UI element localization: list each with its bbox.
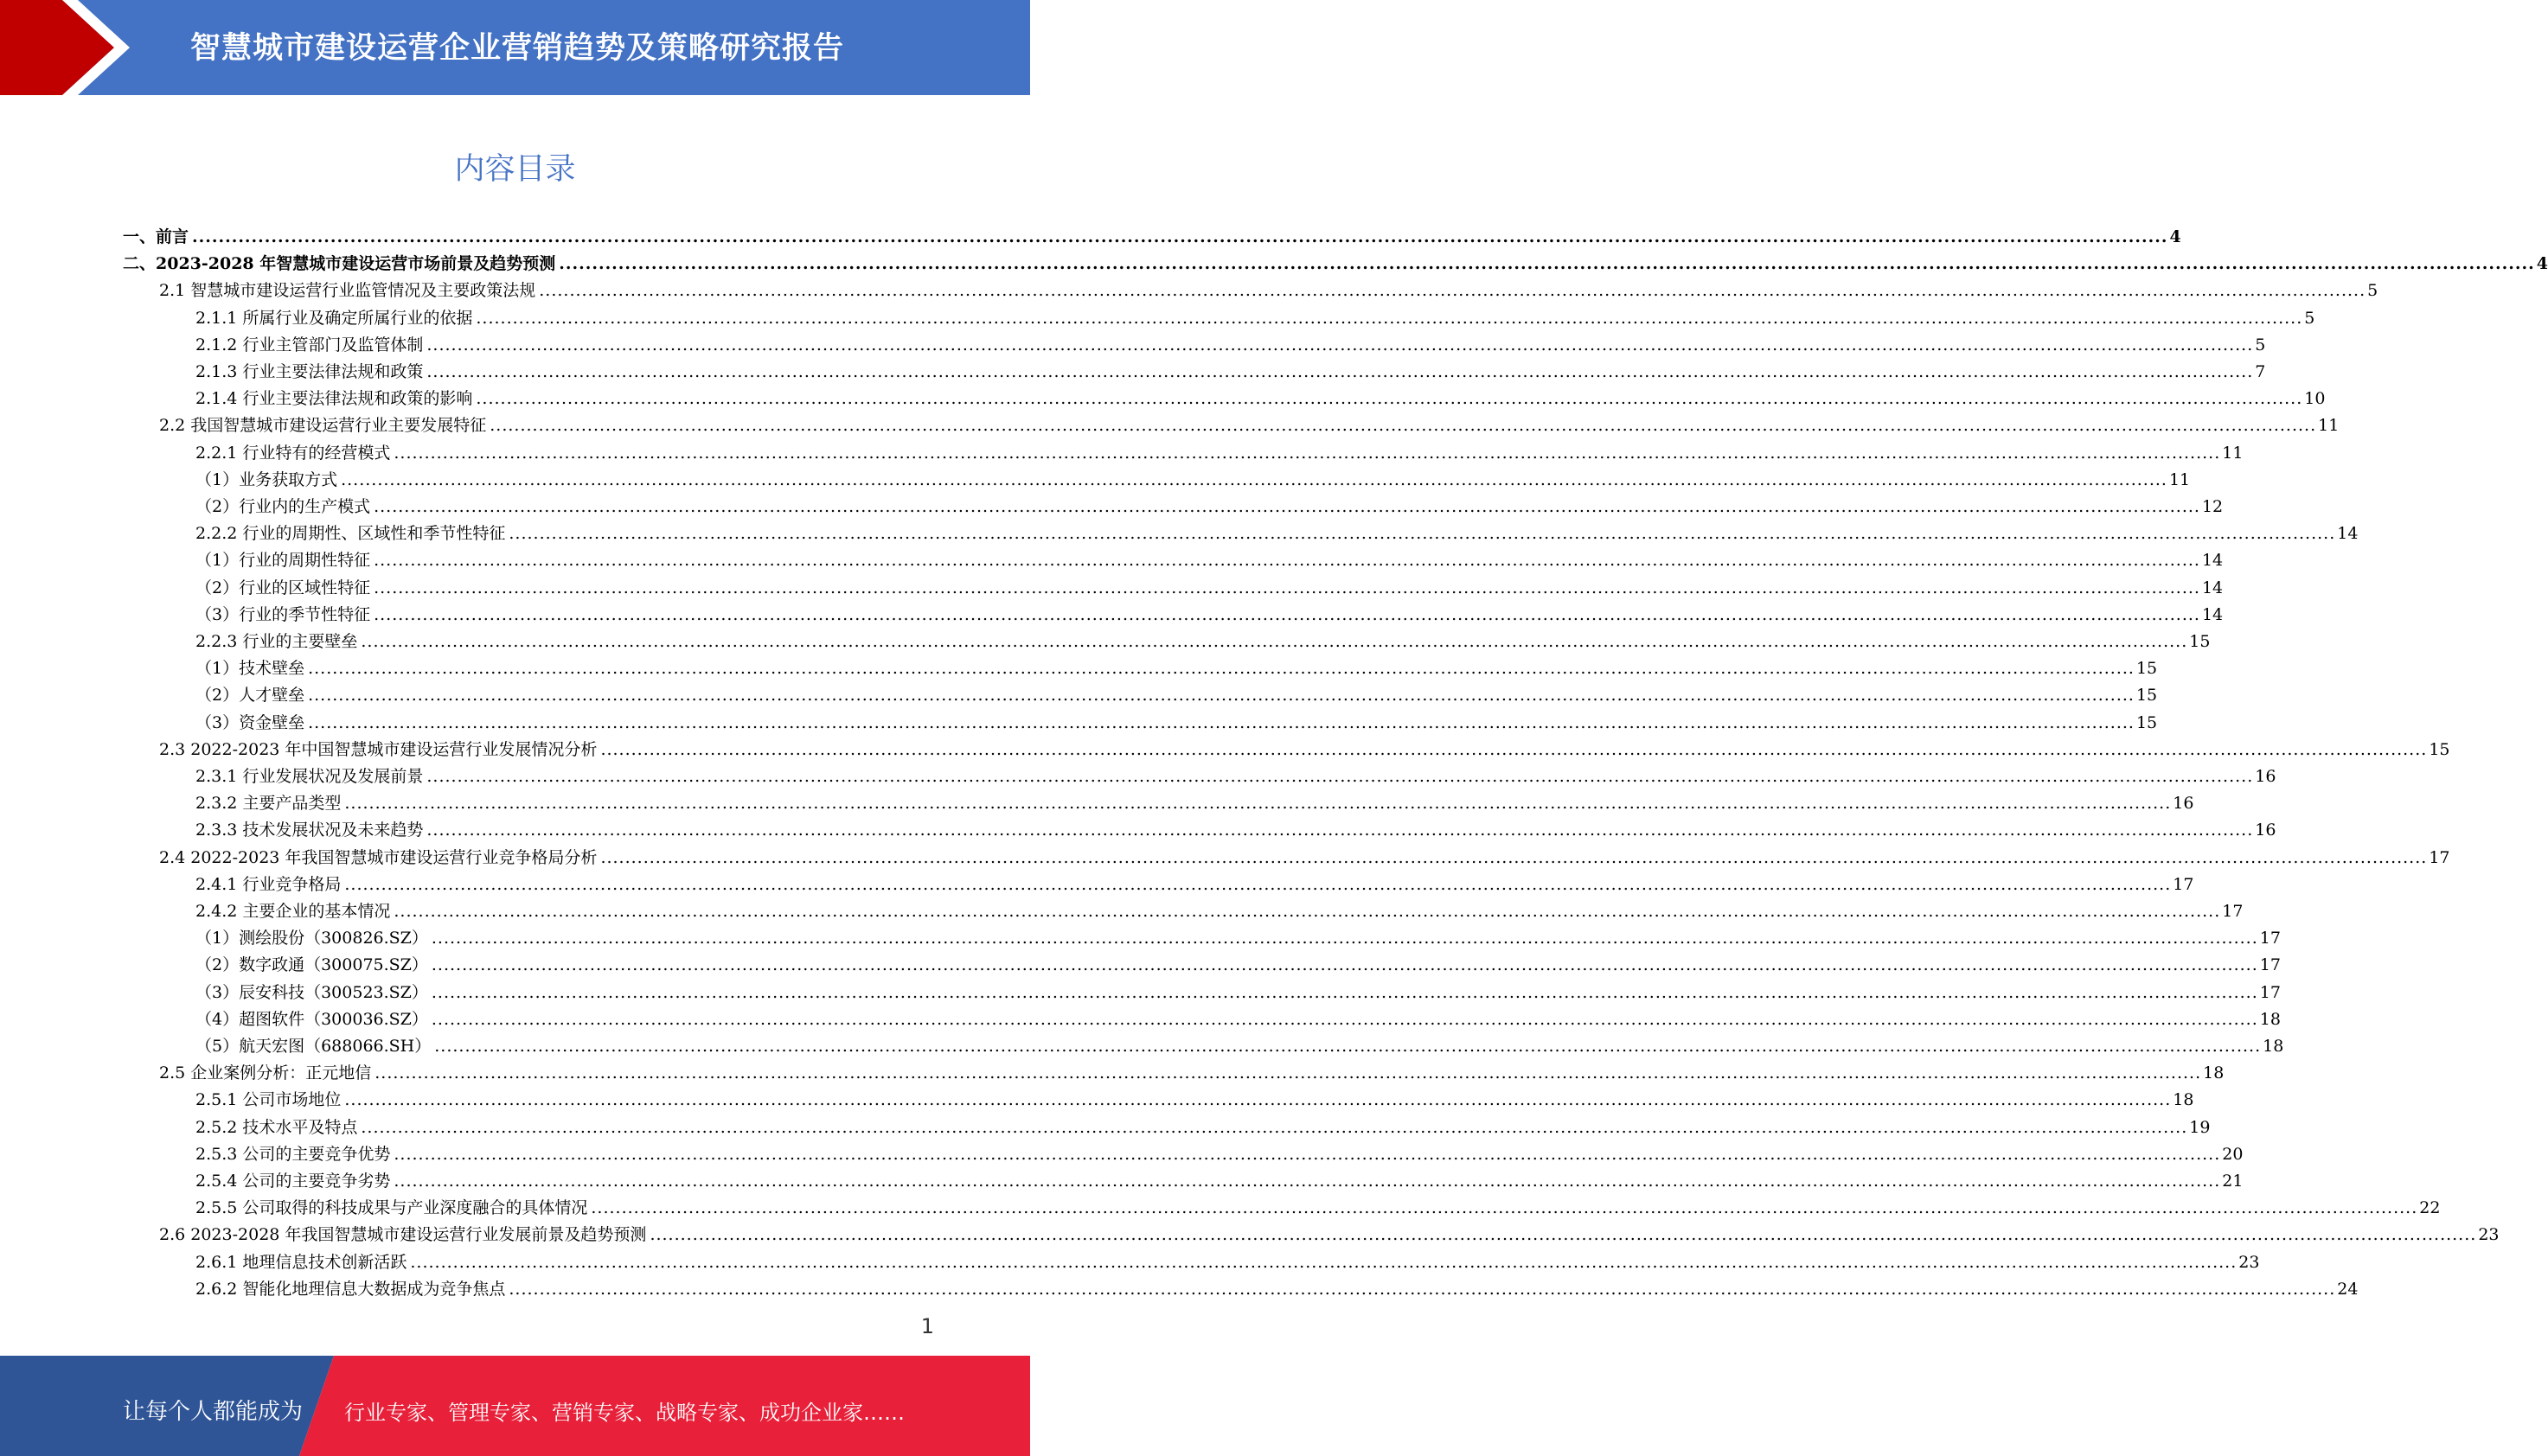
footer-slogan-right: 行业专家、管理专家、营销专家、战略专家、成功企业家…… <box>344 1401 905 1425</box>
toc-entry[interactable] <box>195 437 2244 463</box>
toc-leader-dots: ............................................................................................................................................................................................................................................................................................................ <box>591 1198 2418 1218</box>
toc-entry[interactable] <box>195 1111 2211 1137</box>
toc-leader-dots: ............................................................................................................................................................................................................................................................................................................ <box>426 362 2254 381</box>
toc-entry-page: 21 <box>2222 1172 2244 1191</box>
toc-entry-page: 5 <box>2304 308 2315 328</box>
toc-leader-dots: ............................................................................................................................................................................................................................................................................................................ <box>509 524 2336 544</box>
toc-entry[interactable] <box>195 652 2158 679</box>
toc-entry-page: 15 <box>2135 686 2158 706</box>
toc-entry-label: 2.5 企业案例分析：正元地信 <box>159 1063 372 1083</box>
toc-entry-label: 2.2.2 行业的周期性、区域性和季节性特征 <box>195 524 506 544</box>
toc-leader-dots: ............................................................................................................................................................................................................................................................................................................ <box>344 874 2172 894</box>
toc-entry-label: 2.1.1 所属行业及确定所属行业的依据 <box>195 308 473 328</box>
toc-entry-page: 16 <box>2255 821 2276 840</box>
toc-entry[interactable] <box>159 841 2450 867</box>
toc-leader-dots: ............................................................................................................................................................................................................................................................................................................ <box>431 982 2258 1002</box>
toc-entry-page: 14 <box>2201 604 2224 624</box>
toc-leader-dots: ............................................................................................................................................................................................................................................................................................................ <box>394 1172 2221 1191</box>
toc-entry[interactable] <box>195 760 2276 786</box>
toc-leader-dots: ............................................................................................................................................................................................................................................................................................................ <box>600 847 2428 867</box>
toc-entry-page: 17 <box>2259 982 2281 1002</box>
toc-entry-page: 18 <box>2173 1090 2194 1110</box>
toc-entry[interactable] <box>195 572 2224 597</box>
toc-entry-label: （1）测绘股份（300826.SZ） <box>195 929 428 948</box>
toc-entry[interactable] <box>159 274 2378 301</box>
toc-entry-label: （1）技术壁垒 <box>195 659 305 679</box>
toc-entry[interactable] <box>195 1030 2284 1056</box>
toc-entry-page: 14 <box>2201 551 2224 571</box>
toc-entry-page: 16 <box>2173 794 2194 814</box>
toc-entry-label: 2.4 2022-2023 年我国智慧城市建设运营行业竞争格局分析 <box>159 847 598 867</box>
toc-entry-page: 17 <box>2222 902 2244 921</box>
toc-entry-label: （3）辰安科技（300523.SZ） <box>195 982 428 1002</box>
toc-leader-dots: ............................................................................................................................................................................................................................................................................................................ <box>361 632 2188 651</box>
toc-entry[interactable] <box>195 382 2326 409</box>
toc-entry-label: （4）超图软件（300036.SZ） <box>195 1009 428 1029</box>
toc-leader-dots: ............................................................................................................................................................................................................................................................................................................ <box>394 1144 2221 1164</box>
toc-leader-dots: ............................................................................................................................................................................................................................................................................................................ <box>476 389 2303 409</box>
toc-entry-page: 4 <box>2169 227 2181 246</box>
toc-entry-page: 22 <box>2419 1198 2441 1218</box>
toc-entry-page: 17 <box>2259 955 2281 975</box>
toc-entry-page: 16 <box>2255 767 2276 786</box>
toc-entry-page: 11 <box>2168 469 2191 489</box>
toc-entry[interactable] <box>123 247 2548 274</box>
toc-entry[interactable] <box>195 302 2315 328</box>
toc-leader-dots: ............................................................................................................................................................................................................................................................................................................ <box>308 686 2135 706</box>
toc-leader-dots: ............................................................................................................................................................................................................................................................................................................ <box>375 1063 2202 1083</box>
toc-entry-page: 15 <box>2135 712 2158 732</box>
toc-leader-dots: ............................................................................................................................................................................................................................................................................................................ <box>559 254 2535 274</box>
toc-leader-dots: ............................................................................................................................................................................................................................................................................................................ <box>341 469 2167 489</box>
toc-leader-dots: ............................................................................................................................................................................................................................................................................................................ <box>490 416 2317 436</box>
toc-entry-label: 2.1.3 行业主要法律法规和政策 <box>195 362 424 381</box>
toc-entry-label: 2.1 智慧城市建设运营行业监管情况及主要政策法规 <box>159 281 536 301</box>
toc-entry-label: 一、前言 <box>123 227 189 246</box>
toc-entry[interactable] <box>195 706 2158 732</box>
toc-leader-dots: ............................................................................................................................................................................................................................................................................................................ <box>374 497 2200 516</box>
toc-entry[interactable] <box>195 1191 2441 1218</box>
toc-entry-page: 15 <box>2429 739 2450 759</box>
toc-leader-dots: ............................................................................................................................................................................................................................................................................................................ <box>374 604 2200 624</box>
toc-entry[interactable] <box>195 329 2266 354</box>
toc-entry[interactable] <box>195 1273 2359 1299</box>
toc-entry-page: 11 <box>2318 416 2340 436</box>
toc-entry-page: 17 <box>2259 929 2281 948</box>
toc-leader-dots: ............................................................................................................................................................................................................................................................................................................ <box>394 902 2221 921</box>
toc-entry-label: 2.6.1 地理信息技术创新活跃 <box>195 1252 407 1272</box>
toc-leader-dots: ............................................................................................................................................................................................................................................................................................................ <box>192 227 2168 246</box>
toc-leader-dots: ............................................................................................................................................................................................................................................................................................................ <box>361 1117 2188 1137</box>
header-chevron-decoration <box>0 0 173 95</box>
toc-entry[interactable] <box>195 490 2224 516</box>
toc-entry-page: 17 <box>2429 847 2450 867</box>
toc-entry[interactable] <box>195 1003 2281 1029</box>
toc-entry-label: （3）行业的季节性特征 <box>195 604 371 624</box>
toc-entry-page: 15 <box>2135 659 2158 679</box>
toc-leader-dots: ............................................................................................................................................................................................................................................................................................................ <box>476 308 2303 328</box>
toc-heading: 内容目录 <box>454 152 576 187</box>
toc-entry[interactable] <box>195 895 2244 921</box>
toc-leader-dots: ............................................................................................................................................................................................................................................................................................................ <box>426 335 2254 354</box>
toc-entry-label: 2.5.2 技术水平及特点 <box>195 1117 358 1137</box>
toc-entry-page: 14 <box>2337 524 2359 544</box>
page-footer <box>0 1356 1030 1456</box>
toc-entry[interactable] <box>195 1165 2244 1191</box>
toc-leader-dots: ............................................................................................................................................................................................................................................................................................................ <box>539 281 2366 301</box>
toc-entry-label: 二、2023-2028 年智慧城市建设运营市场前景及趋势预测 <box>123 254 556 274</box>
toc-entry[interactable] <box>195 625 2211 651</box>
toc-entry-label: 2.4.2 主要企业的基本情况 <box>195 902 391 921</box>
toc-entry[interactable] <box>195 1246 2260 1272</box>
toc-entry-label: 2.5.4 公司的主要竞争劣势 <box>195 1172 391 1191</box>
page-number: 1 <box>920 1314 934 1338</box>
toc-entry-page: 11 <box>2222 443 2244 463</box>
toc-entry[interactable] <box>195 787 2194 814</box>
toc-entry[interactable] <box>195 948 2281 975</box>
toc-leader-dots: ............................................................................................................................................................................................................................................................................................................ <box>426 821 2254 840</box>
toc-entry[interactable] <box>159 733 2450 759</box>
toc-entry-page: 18 <box>2203 1063 2225 1083</box>
toc-leader-dots: ............................................................................................................................................................................................................................................................................................................ <box>344 794 2172 814</box>
toc-entry[interactable] <box>123 220 2181 246</box>
toc-leader-dots: ............................................................................................................................................................................................................................................................................................................ <box>374 551 2200 571</box>
toc-entry-label: （2）数字政通（300075.SZ） <box>195 955 428 975</box>
toc-leader-dots: ............................................................................................................................................................................................................................................................................................................ <box>374 578 2200 597</box>
toc-entry-page: 18 <box>2259 1009 2281 1029</box>
toc-entry-label: 2.5.1 公司市场地位 <box>195 1090 342 1110</box>
toc-entry-label: （2）行业的区域性特征 <box>195 578 371 597</box>
toc-leader-dots: ............................................................................................................................................................................................................................................................................................................ <box>344 1090 2172 1110</box>
toc-entry[interactable] <box>195 355 2266 381</box>
toc-entry[interactable] <box>159 1218 2500 1245</box>
toc-leader-dots: ............................................................................................................................................................................................................................................................................................................ <box>509 1279 2336 1299</box>
toc-entry-label: 2.2.1 行业特有的经营模式 <box>195 443 391 463</box>
toc-entry-page: 14 <box>2201 578 2224 597</box>
toc-entry-label: 2.2 我国智慧城市建设运营行业主要发展特征 <box>159 416 487 436</box>
toc-leader-dots: ............................................................................................................................................................................................................................................................................................................ <box>394 443 2221 463</box>
toc-entry-label: 2.3.1 行业发展状况及发展前景 <box>195 767 424 786</box>
toc-leader-dots: ............................................................................................................................................................................................................................................................................................................ <box>308 659 2135 679</box>
toc-entry[interactable] <box>195 517 2359 544</box>
toc-entry[interactable] <box>195 598 2224 624</box>
toc-leader-dots: ............................................................................................................................................................................................................................................................................................................ <box>308 712 2135 732</box>
toc-entry-page: 17 <box>2173 874 2194 894</box>
toc-leader-dots: ............................................................................................................................................................................................................................................................................................................ <box>431 955 2258 975</box>
toc-leader-dots: ............................................................................................................................................................................................................................................................................................................ <box>434 1037 2262 1056</box>
toc-entry[interactable] <box>195 814 2276 840</box>
toc-entry-label: 2.4.1 行业竞争格局 <box>195 874 342 894</box>
toc-entry-page: 7 <box>2255 362 2266 381</box>
toc-leader-dots: ............................................................................................................................................................................................................................................................................................................ <box>650 1225 2477 1245</box>
footer-slogan-left: 让每个人都能成为 <box>123 1399 304 1425</box>
toc-entry[interactable] <box>195 1138 2244 1164</box>
toc-entry-label: 2.1.4 行业主要法律法规和政策的影响 <box>195 389 473 409</box>
toc-entry-label: 2.6 2023-2028 年我国智慧城市建设运营行业发展前景及趋势预测 <box>159 1225 647 1245</box>
toc-entry-label: （1）行业的周期性特征 <box>195 551 371 571</box>
toc-entry[interactable] <box>195 1083 2194 1110</box>
toc-leader-dots: ............................................................................................................................................................................................................................................................................................................ <box>431 929 2258 948</box>
toc-entry-page: 5 <box>2367 281 2378 301</box>
toc-entry-label: （3）资金壁垒 <box>195 712 305 732</box>
toc-entry[interactable] <box>159 409 2340 436</box>
toc-entry-page: 15 <box>2189 632 2211 651</box>
toc-entry-label: 2.1.2 行业主管部门及监管体制 <box>195 335 424 354</box>
toc-entry-page: 18 <box>2263 1037 2284 1056</box>
toc-entry-page: 5 <box>2255 335 2266 354</box>
toc-leader-dots: ............................................................................................................................................................................................................................................................................................................ <box>426 767 2254 786</box>
toc-entry[interactable] <box>195 976 2281 1002</box>
toc-entry-label: （5）航天宏图（688066.SH） <box>195 1037 432 1056</box>
toc-entry[interactable] <box>195 463 2191 489</box>
toc-entry-label: 2.2.3 行业的主要壁垒 <box>195 632 358 651</box>
toc-entry-label: （2）行业内的生产模式 <box>195 497 371 516</box>
toc-entry-page: 19 <box>2189 1117 2211 1137</box>
report-title: 智慧城市建设运营企业营销趋势及策略研究报告 <box>190 31 845 66</box>
toc-entry-label: （2）人才壁垒 <box>195 686 305 706</box>
toc-entry-label: 2.5.5 公司取得的科技成果与产业深度融合的具体情况 <box>195 1198 588 1218</box>
toc-entry-label: 2.3 2022-2023 年中国智慧城市建设运营行业发展情况分析 <box>159 739 598 759</box>
toc-entry-label: 2.3.2 主要产品类型 <box>195 794 342 814</box>
toc-entry-label: （1）业务获取方式 <box>195 469 338 489</box>
toc-entry[interactable] <box>159 1057 2225 1083</box>
toc-entry[interactable] <box>195 679 2158 706</box>
page-header <box>0 0 1030 95</box>
toc-entry[interactable] <box>195 922 2281 948</box>
toc-entry-label: 2.6.2 智能化地理信息大数据成为竞争焦点 <box>195 1279 506 1299</box>
toc-entry-page: 10 <box>2304 389 2326 409</box>
toc-entry-page: 23 <box>2238 1252 2260 1272</box>
toc-entry-page: 24 <box>2337 1279 2359 1299</box>
toc-leader-dots: ............................................................................................................................................................................................................................................................................................................ <box>600 739 2428 759</box>
toc-entry[interactable] <box>195 544 2224 571</box>
toc-entry[interactable] <box>195 868 2194 894</box>
toc-entry-page: 12 <box>2201 497 2224 516</box>
toc-entry-page: 23 <box>2478 1225 2500 1245</box>
toc-entry-page: 4 <box>2536 254 2548 274</box>
toc-leader-dots: ............................................................................................................................................................................................................................................................................................................ <box>410 1252 2238 1272</box>
toc-entry-label: 2.3.3 技术发展状况及未来趋势 <box>195 821 424 840</box>
toc-entry-page: 20 <box>2222 1144 2244 1164</box>
toc-entry-label: 2.5.3 公司的主要竞争优势 <box>195 1144 391 1164</box>
toc-leader-dots: ............................................................................................................................................................................................................................................................................................................ <box>431 1009 2258 1029</box>
